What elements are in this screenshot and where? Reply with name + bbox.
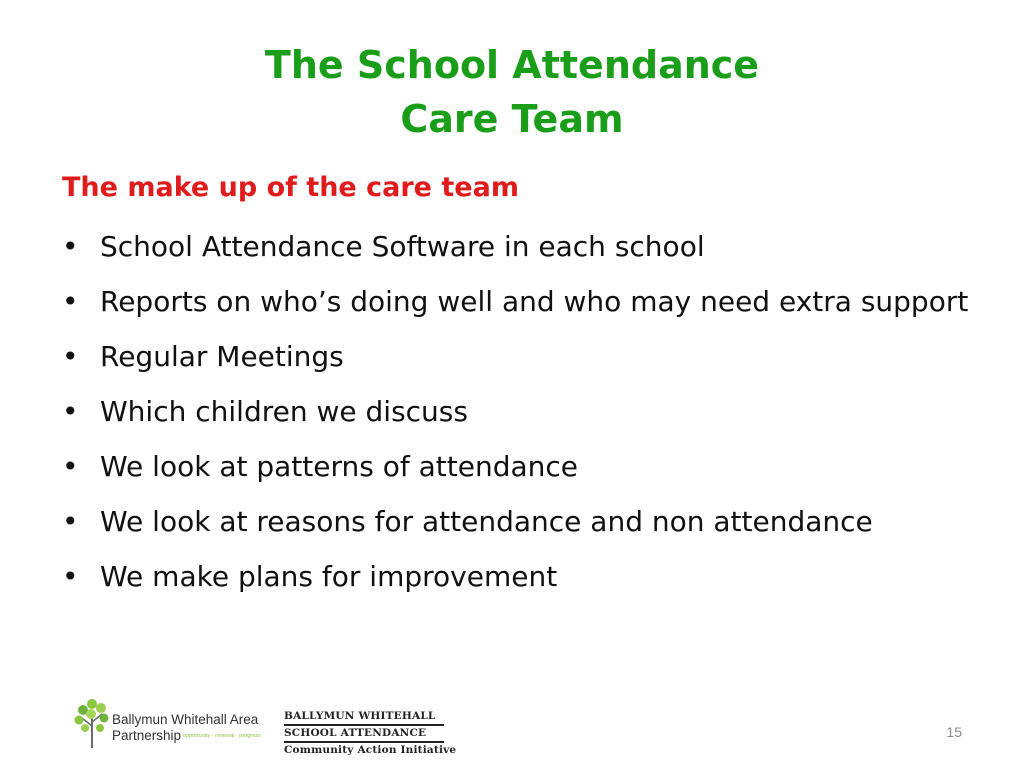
bullet-item — [62, 444, 982, 490]
subheading: The make up of the care team — [62, 172, 519, 203]
bullet-item — [62, 224, 982, 270]
bullet-text: We look at reasons for attendance and non attendance — [100, 505, 873, 538]
bullet-item — [62, 334, 982, 380]
title-line-1: The School Attendance — [264, 43, 760, 87]
bullet-dot: • — [62, 285, 79, 318]
title-line-2: Care Team — [400, 97, 624, 141]
logo-divider — [284, 741, 444, 743]
bullet-text: Regular Meetings — [100, 340, 344, 373]
partnership-line-1: Ballymun Whitehall Area — [112, 712, 259, 727]
bullet-dot: • — [62, 450, 79, 483]
attendance-line-2: SCHOOL ATTENDANCE — [284, 727, 427, 739]
bullet-dot: • — [62, 505, 79, 538]
bullet-text: Reports on who’s doing well and who may need extra support — [100, 285, 969, 318]
bullet-dot: • — [62, 340, 79, 373]
tree-icon — [74, 698, 110, 748]
partnership-name — [112, 712, 261, 744]
bullet-item — [62, 279, 982, 325]
bullet-list — [62, 224, 982, 609]
partnership-line-2: Partnership — [112, 728, 182, 743]
bullet-item — [62, 554, 982, 600]
attendance-initiative-logo — [284, 710, 474, 757]
bullet-dot: • — [62, 230, 79, 263]
logo-divider — [284, 724, 444, 726]
bullet-text: School Attendance Software in each school — [100, 230, 705, 263]
slide-title — [0, 38, 1024, 146]
bullet-text: We look at patterns of attendance — [100, 450, 579, 483]
slide-number: 15 — [946, 724, 962, 740]
attendance-line-3: Community Action Initiative — [284, 744, 457, 756]
bullet-dot: • — [62, 395, 79, 428]
partnership-logo — [74, 698, 264, 750]
bullet-item — [62, 499, 982, 545]
bullet-text: Which children we discuss — [100, 395, 468, 428]
bullet-text: We make plans for improvement — [100, 560, 558, 593]
bullet-item — [62, 389, 982, 435]
bullet-dot: • — [62, 560, 79, 593]
partnership-tagline: opportunity · renewal · progress — [183, 733, 261, 740]
attendance-line-1: BALLYMUN WHITEHALL — [284, 710, 436, 722]
